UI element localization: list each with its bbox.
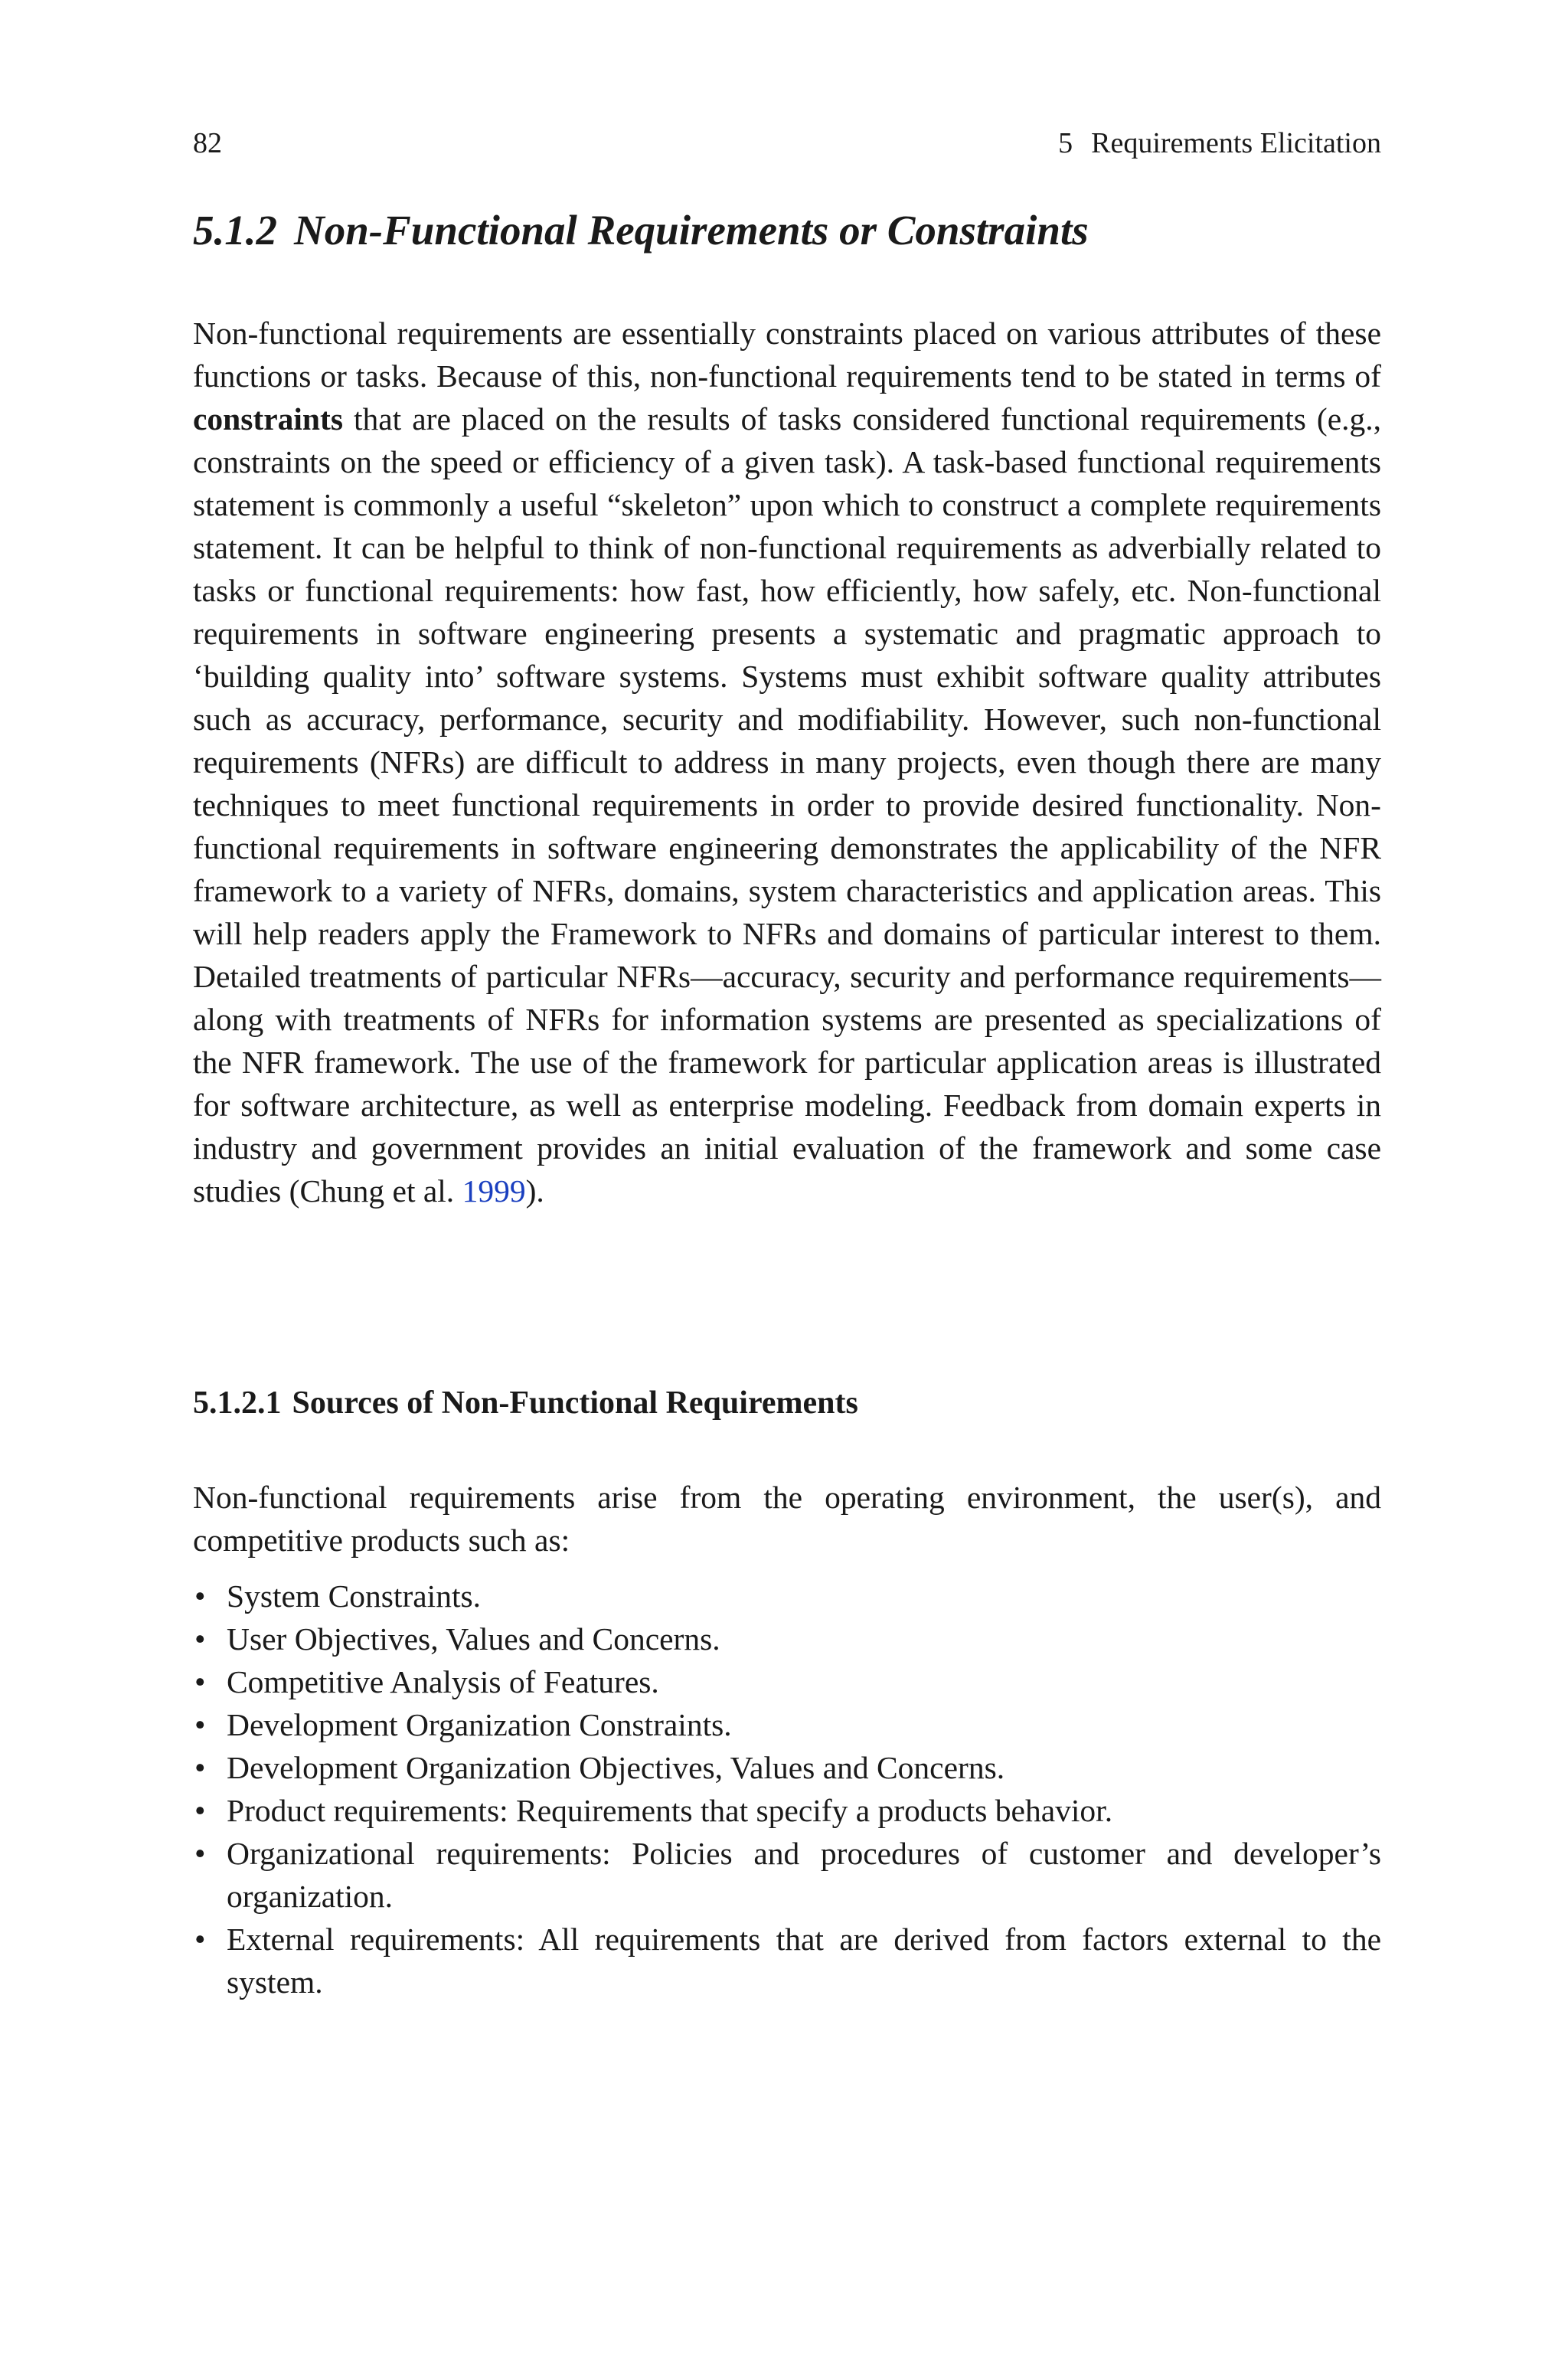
- page-number: 82: [193, 127, 222, 159]
- body-paragraph-2: Non-functional requirements arise from the operating environment, the user(s), and competitive products such as:: [193, 1480, 1381, 1558]
- paragraph-text: that are placed on the results of tasks considered functional requirements (e.g., constraints on the speed or efficiency of a given task). A task-based functional requirements statement is commonly a useful “skeleton” upon which to construct a complete requirements statement. It can be helpful to think of non-functional requirements as adverbially related to tasks or functional requirements: how fast, how efficiently, how safely, etc. Non-functional requirements in software engineering presents a systematic and pragmatic approach to ‘building quality into’ software systems. Systems must exhibit software quality attributes such as accuracy, performance, security and modifiability. However, such non-functional requirements (NFRs) are difficult to address in many projects, even though there are many techniques to meet functional requirements in order to provide desired functionality. Non-functional requirements in software engineering demonstrates the applicability of the NFR framework to a variety of NFRs, domains, system characteristics and application areas. This will help readers apply the Framework to NFRs and domains of particular interest to them. Detailed treatments of particular NFRs—accuracy, security and performance requirements—along with treatments of NFRs for information systems are presented as specializations of the NFR framework. The use of the framework for particular application areas is illustrated for software architecture, as well as enterprise modeling. Feedback from domain experts in industry and government provides an initial evaluation of the framework and some case studies (Chung et al.: [193, 401, 1381, 1209]
- subsection-title: Sources of Non-Functional Requirements: [292, 1385, 858, 1421]
- list-item: [193, 1918, 1381, 2003]
- section-number: 5.1.2: [193, 207, 277, 254]
- bullet-icon: •: [194, 1578, 206, 1614]
- list-item-text: User Objectives, Values and Concerns.: [227, 1621, 720, 1657]
- citation-link[interactable]: 1999: [462, 1173, 526, 1209]
- bullet-icon: •: [194, 1793, 206, 1828]
- list-item: [193, 1660, 1381, 1703]
- bullet-icon: •: [194, 1664, 206, 1699]
- bullet-icon: •: [194, 1750, 206, 1785]
- list-item: [193, 1789, 1381, 1832]
- body-paragraph-1: [193, 312, 1381, 1212]
- list-item: [193, 1703, 1381, 1746]
- list-item-text: Product requirements: Requirements that specify a products behavior.: [227, 1793, 1113, 1828]
- chapter-number: 5: [1058, 127, 1073, 159]
- list-item: [193, 1746, 1381, 1789]
- list-item-text: Development Organization Objectives, Values and Concerns.: [227, 1750, 1005, 1785]
- chapter-header: [1058, 125, 1381, 162]
- list-item-text: Organizational requirements: Policies and procedures of customer and developer’s organization.: [227, 1836, 1381, 1914]
- section-heading: [193, 204, 1089, 257]
- chapter-title: Requirements Elicitation: [1091, 127, 1381, 159]
- subsection-heading: [193, 1382, 858, 1425]
- list-item-text: System Constraints.: [227, 1578, 482, 1614]
- list-item-text: Competitive Analysis of Features.: [227, 1664, 659, 1699]
- bullet-icon: •: [194, 1621, 206, 1657]
- paragraph-text: Non-functional requirements are essentially constraints placed on various attributes of these functions or tasks. Because of this, non-functional requirements tend to be stated in terms of: [193, 316, 1381, 394]
- paragraph-text: ).: [525, 1173, 544, 1209]
- bullet-icon: •: [194, 1922, 206, 1957]
- list-item-text: Development Organization Constraints.: [227, 1707, 732, 1742]
- bullet-list: [193, 1575, 1381, 2003]
- bullet-icon: •: [194, 1707, 206, 1742]
- list-item-text: External requirements: All requirements that are derived from factors external to the system.: [227, 1922, 1381, 2000]
- subsection-number: 5.1.2.1: [193, 1385, 282, 1421]
- bullet-icon: •: [194, 1836, 206, 1871]
- bold-term-constraints: constraints: [193, 401, 343, 437]
- list-item: [193, 1617, 1381, 1660]
- list-item: [193, 1832, 1381, 1918]
- list-item: [193, 1575, 1381, 1617]
- section-title: Non-Functional Requirements or Constraints: [294, 207, 1089, 254]
